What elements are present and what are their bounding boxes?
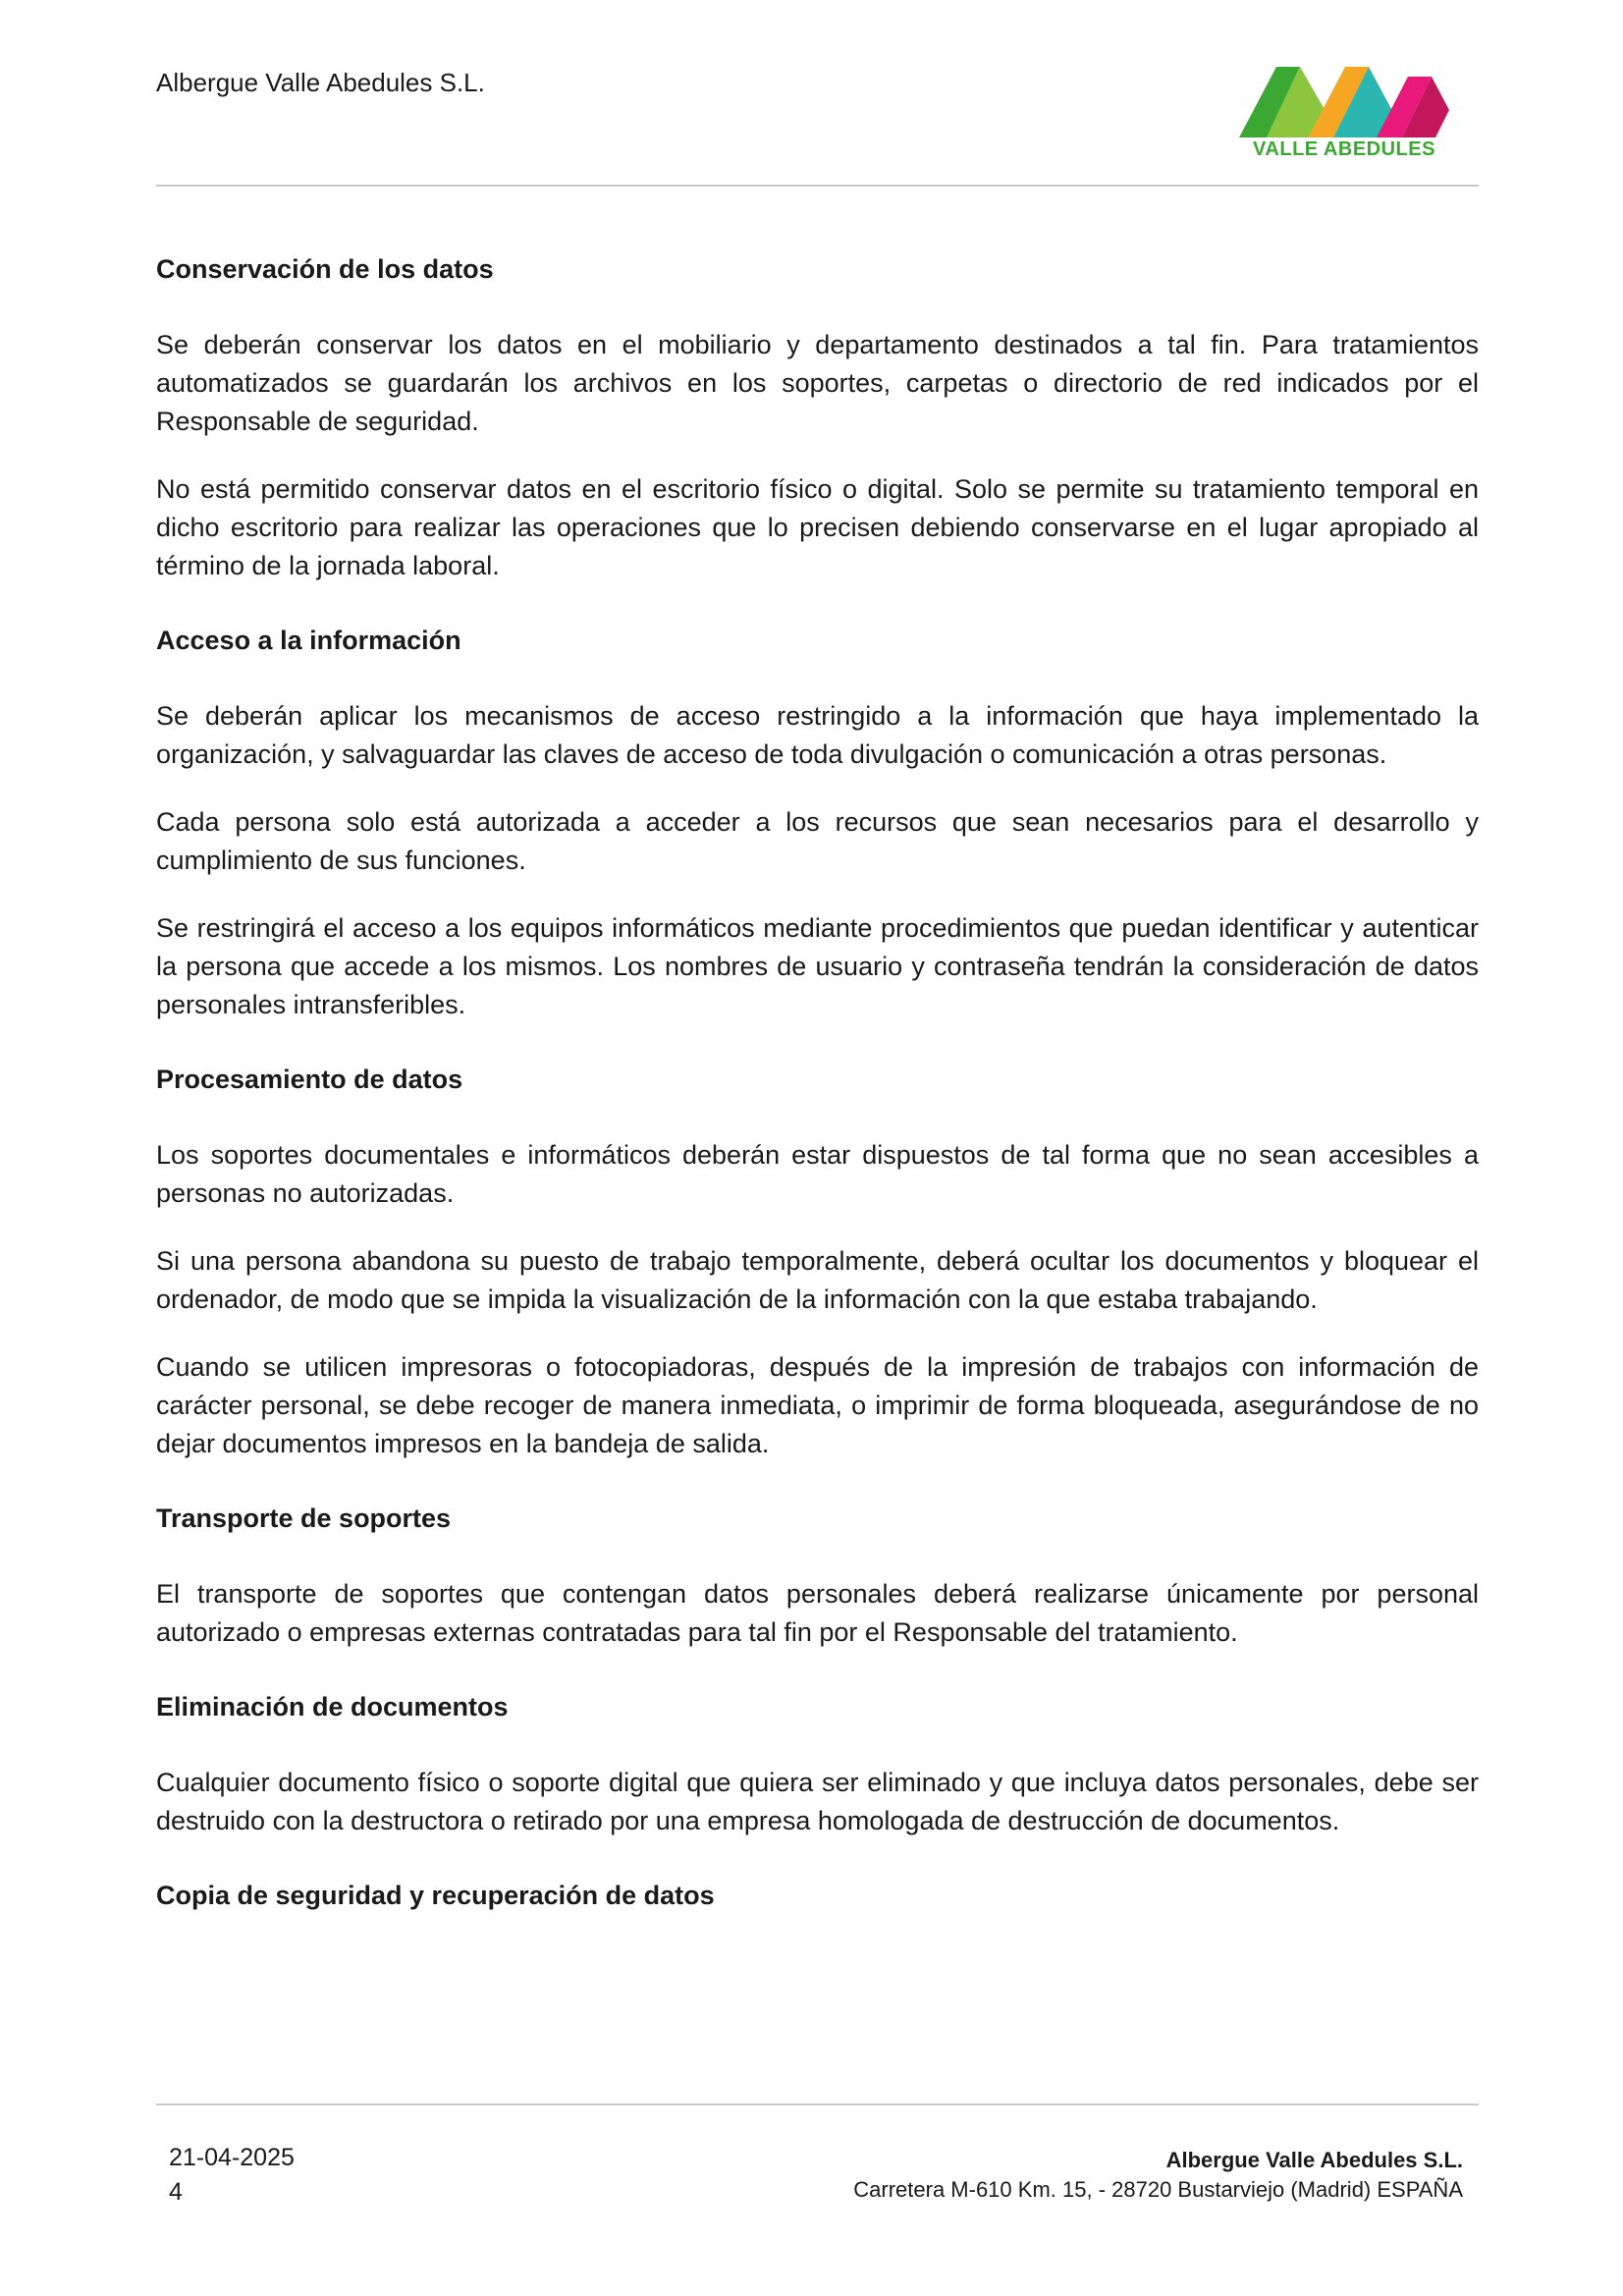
section-title: Conservación de los datos <box>156 254 494 284</box>
body-paragraph: Si una persona abandona su puesto de trabajo temporalmente, deberá ocultar los documentos y bloquear el ordenador, de modo que se impida la visualización de la información con la que estaba trabajando. <box>156 1246 1479 1314</box>
body-paragraph: Se deberán conservar los datos en el mobiliario y departamento destinados a tal fin. Para tratamientos automatizados se guardarán los archivos en los soportes, carpetas o directorio de red indicados por el Responsable de seguridad. <box>156 330 1479 436</box>
footer-left <box>169 2141 295 2210</box>
header-divider <box>156 185 1479 187</box>
section <box>156 251 1479 585</box>
header-company-name: Albergue Valle Abedules S.L. <box>156 68 485 97</box>
mountains-logo-icon <box>1239 63 1449 137</box>
section-title: Procesamiento de datos <box>156 1065 463 1094</box>
section <box>156 1689 1479 1840</box>
page-number: 4 <box>169 2178 183 2206</box>
logo-text: VALLE ABEDULES <box>1253 138 1435 160</box>
section <box>156 1501 1479 1652</box>
section-title: Copia de seguridad y recuperación de datos <box>156 1881 715 1910</box>
section <box>156 623 1479 1024</box>
section-title: Transporte de soportes <box>156 1503 452 1533</box>
footer-right <box>853 2146 1463 2205</box>
body-paragraph: Cuando se utilicen impresoras o fotocopiadoras, después de la impresión de trabajos con información de carácter personal, se debe recoger de manera inmediata, o imprimir de forma bloqueada, asegurándose de no dejar documentos impresos en la bandeja de salida. <box>156 1352 1479 1458</box>
section <box>156 1878 1479 1913</box>
body-paragraph: Cualquier documento físico o soporte digital que quiera ser eliminado y que incluya datos personales, debe ser destruido con la destructora o retirado por una empresa homologada de destrucción de documentos. <box>156 1768 1479 1835</box>
body-paragraph: No está permitido conservar datos en el escritorio físico o digital. Solo se permite su tratamiento temporal en dicho escritorio para realizar las operaciones que lo precisen debiendo conservarse en el lugar apropiado al término de la jornada laboral. <box>156 474 1479 580</box>
footer-date: 21-04-2025 <box>169 2144 295 2171</box>
company-logo <box>1239 63 1449 171</box>
body-paragraph: Los soportes documentales e informáticos deberán estar dispuestos de tal forma que no sean accesibles a personas no autorizadas. <box>156 1140 1479 1208</box>
section <box>156 1062 1479 1463</box>
document-body <box>156 251 1479 1952</box>
footer-address: Carretera M-610 Km. 15, - 28720 Bustarviejo (Madrid) ESPAÑA <box>853 2177 1463 2202</box>
footer-divider <box>156 2104 1479 2105</box>
section-title: Acceso a la información <box>156 626 461 655</box>
footer-company-name: Albergue Valle Abedules S.L. <box>1165 2148 1463 2172</box>
body-paragraph: Se restringirá el acceso a los equipos informáticos mediante procedimientos que puedan identificar y autenticar la persona que accede a los mismos. Los nombres de usuario y contraseña tendrán la consideración de datos personales intransferibles. <box>156 913 1479 1019</box>
body-paragraph: El transporte de soportes que contengan datos personales deberá realizarse únicamente por personal autorizado o empresas externas contratadas para tal fin por el Responsable del tratamiento. <box>156 1579 1479 1647</box>
body-paragraph: Se deberán aplicar los mecanismos de acceso restringido a la información que haya implementado la organización, y salvaguardar las claves de acceso de toda divulgación o comunicación a otras personas. <box>156 701 1479 769</box>
section-title: Eliminación de documentos <box>156 1692 509 1722</box>
body-paragraph: Cada persona solo está autorizada a acceder a los recursos que sean necesarios para el desarrollo y cumplimiento de sus funciones. <box>156 807 1479 875</box>
